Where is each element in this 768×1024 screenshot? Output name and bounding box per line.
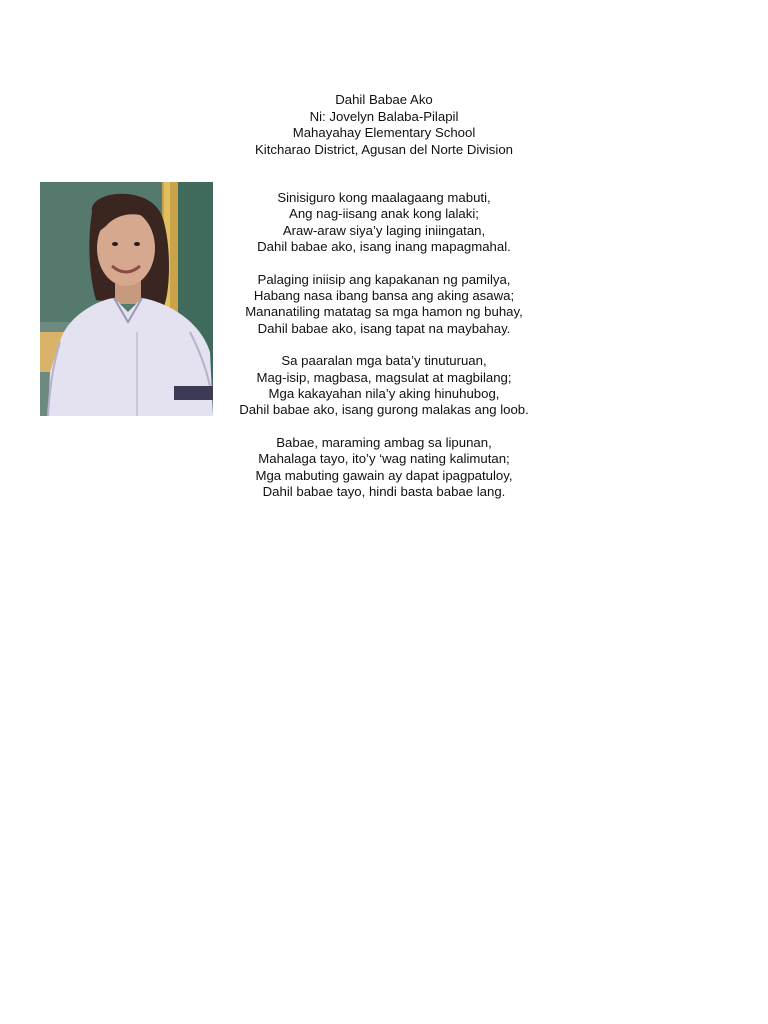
poem-title: Dahil Babae Ako	[335, 92, 433, 107]
poem-line: Palaging iniisip ang kapakanan ng pamilya,	[257, 271, 511, 287]
poem-line: Habang nasa ibang bansa ang aking asawa;	[253, 288, 515, 304]
poem-stanza-3	[224, 353, 544, 419]
school-name: Mahayahay Elementary School	[292, 125, 476, 141]
poem-line: Babae, maraming ambag sa lipunan,	[276, 434, 492, 450]
poem-line: Araw-araw siya’y laging iniingatan,	[282, 222, 486, 238]
poem-author: Ni: Jovelyn Balaba-Pilapil	[309, 108, 459, 124]
poem-line: Dahil babae tayo, hindi basta babae lang.	[262, 484, 506, 500]
poem-line: Mga mabuting gawain ay dapat ipagpatuloy,	[255, 467, 513, 483]
poem-stanza-1	[224, 190, 544, 256]
poem-stanza-2	[224, 272, 544, 338]
poem-stanza-4	[224, 435, 544, 501]
poem-line: Mananatiling matatag sa mga hamon ng buhay,	[245, 304, 523, 320]
portrait-photo-icon	[40, 182, 213, 416]
poem-line: Dahil babae ako, isang inang mapagmahal.	[257, 239, 511, 255]
district-name: Kitcharao District, Agusan del Norte Division	[255, 141, 513, 157]
poem-header	[0, 92, 768, 158]
author-photo	[40, 182, 213, 416]
poem-line: Mga kakayahan nila’y aking hinuhubog,	[268, 386, 500, 402]
poem-line: Dahil babae ako, isang tapat na maybahay.	[257, 320, 511, 336]
poem-body	[224, 190, 544, 517]
poem-line: Mahalaga tayo, ito’y ‘wag nating kalimutan;	[258, 451, 510, 467]
poem-line: Mag-isip, magbasa, magsulat at magbilang;	[256, 369, 512, 385]
poem-line: Sa paaralan mga bata’y tinuturuan,	[281, 353, 487, 369]
poem-line: Sinisiguro kong maalagaang mabuti,	[277, 190, 491, 205]
poem-line: Dahil babae ako, isang gurong malakas ang loob.	[239, 402, 529, 418]
poem-line: Ang nag-iisang anak kong lalaki;	[289, 206, 479, 222]
